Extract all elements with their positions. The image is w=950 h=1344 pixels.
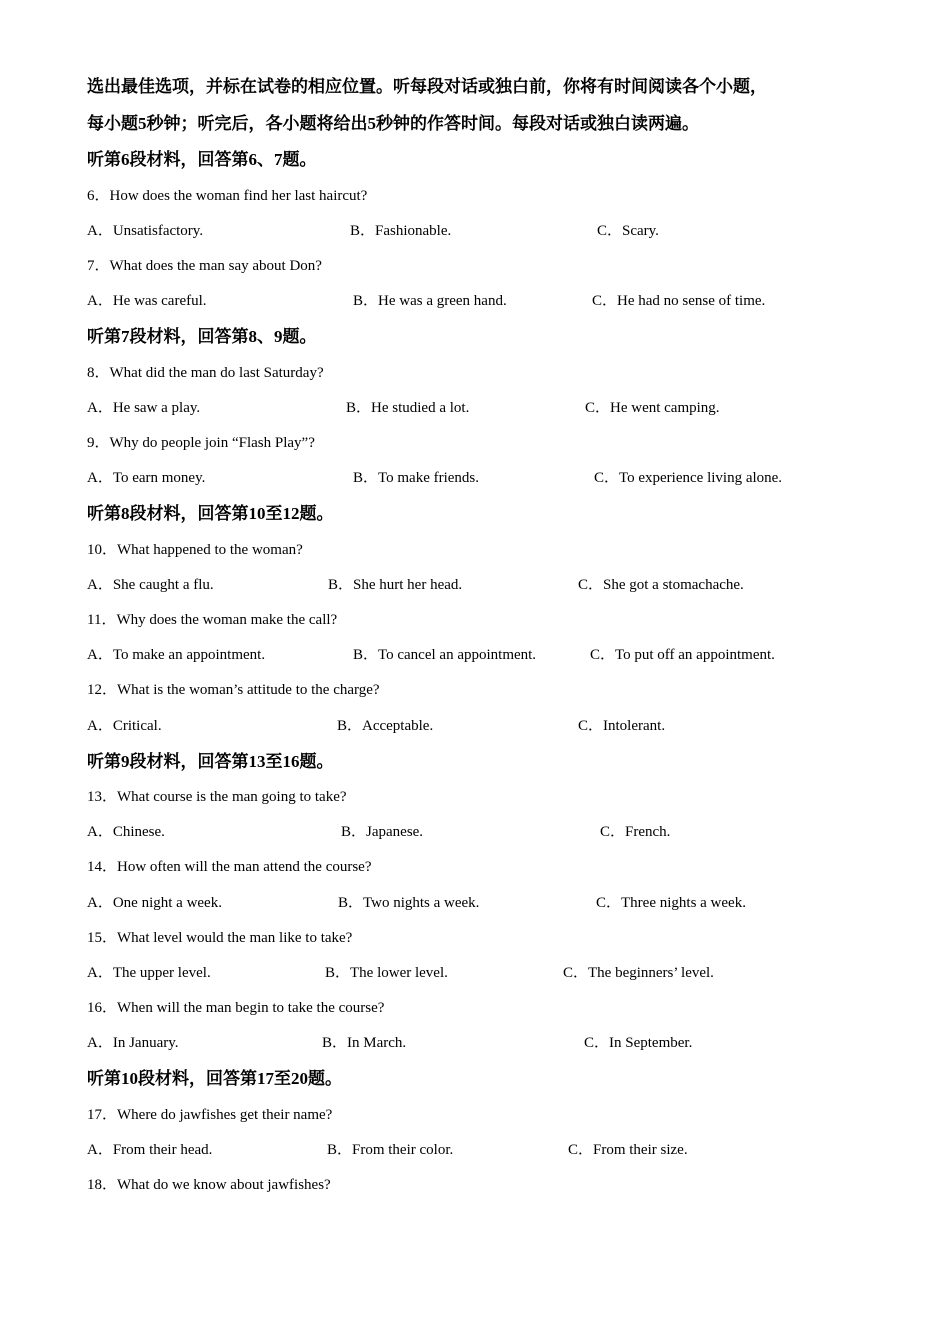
option-a: A．Chinese.: [87, 824, 165, 840]
option-b: B．From their color.: [327, 1142, 454, 1158]
instructions-line-2: 每小题5秒钟；听完后，各小题将给出5秒钟的作答时间。每段对话或独白读两遍。: [87, 114, 699, 133]
option-a: A．Unsatisfactory.: [87, 223, 204, 239]
option-c: C．Scary.: [597, 223, 659, 239]
section-heading: 听第10段材料，回答第17至20题。: [87, 1069, 342, 1088]
option-b: B．Acceptable.: [337, 718, 434, 734]
option-a: A．To earn money.: [87, 470, 206, 486]
option-c: C．To experience living alone.: [594, 470, 783, 486]
option-a: A．One night a week.: [87, 895, 222, 911]
option-b: B．He was a green hand.: [353, 293, 507, 309]
option-b: B．He studied a lot.: [346, 400, 470, 416]
section-heading: 听第8段材料，回答第10至12题。: [87, 504, 334, 523]
option-a: A．The upper level.: [87, 965, 211, 981]
option-c: C．Three nights a week.: [596, 895, 746, 911]
option-b: B．Fashionable.: [350, 223, 452, 239]
section-heading: 听第9段材料，回答第13至16题。: [87, 752, 334, 771]
question-stem: 15．What level would the man like to take?: [87, 930, 353, 946]
option-c: C．To put off an appointment.: [590, 647, 775, 663]
section-heading: 听第6段材料，回答第6、7题。: [87, 150, 317, 169]
option-b: B．To make friends.: [353, 470, 480, 486]
option-b: B．To cancel an appointment.: [353, 647, 537, 663]
question-stem: 6．How does the woman find her last haircut?: [87, 188, 368, 204]
question-stem: 11．Why does the woman make the call?: [87, 612, 338, 628]
option-a: A．Critical.: [87, 718, 162, 734]
option-c: C．From their size.: [568, 1142, 688, 1158]
option-a: A．She caught a flu.: [87, 577, 214, 593]
question-stem: 13．What course is the man going to take?: [87, 789, 347, 805]
question-stem: 16．When will the man begin to take the course?: [87, 1000, 385, 1016]
option-b: B．Two nights a week.: [338, 895, 480, 911]
section-heading: 听第7段材料，回答第8、9题。: [87, 327, 317, 346]
option-c: C．She got a stomachache.: [578, 577, 744, 593]
question-stem: 12．What is the woman’s attitude to the charge?: [87, 682, 380, 698]
option-b: B．In March.: [322, 1035, 407, 1051]
question-stem: 18．What do we know about jawfishes?: [87, 1177, 331, 1193]
option-b: B．She hurt her head.: [328, 577, 463, 593]
question-stem: 8．What did the man do last Saturday?: [87, 365, 324, 381]
question-stem: 14．How often will the man attend the course?: [87, 859, 372, 875]
question-stem: 17．Where do jawfishes get their name?: [87, 1107, 333, 1123]
question-stem: 10．What happened to the woman?: [87, 542, 303, 558]
instructions-line-1: 选出最佳选项，并标在试卷的相应位置。听每段对话或独白前，你将有时间阅读各个小题，: [87, 77, 767, 96]
option-c: C．Intolerant.: [578, 718, 666, 734]
option-b: B．Japanese.: [341, 824, 424, 840]
option-a: A．He was careful.: [87, 293, 207, 309]
option-a: A．To make an appointment.: [87, 647, 266, 663]
option-a: A．From their head.: [87, 1142, 213, 1158]
option-a: A．In January.: [87, 1035, 179, 1051]
question-stem: 9．Why do people join “Flash Play”?: [87, 435, 315, 451]
option-c: C．French.: [600, 824, 671, 840]
option-a: A．He saw a play.: [87, 400, 201, 416]
option-b: B．The lower level.: [325, 965, 448, 981]
option-c: C．He went camping.: [585, 400, 720, 416]
question-stem: 7．What does the man say about Don?: [87, 258, 322, 274]
option-c: C．The beginners’ level.: [563, 965, 714, 981]
option-c: C．In September.: [584, 1035, 693, 1051]
option-c: C．He had no sense of time.: [592, 293, 766, 309]
